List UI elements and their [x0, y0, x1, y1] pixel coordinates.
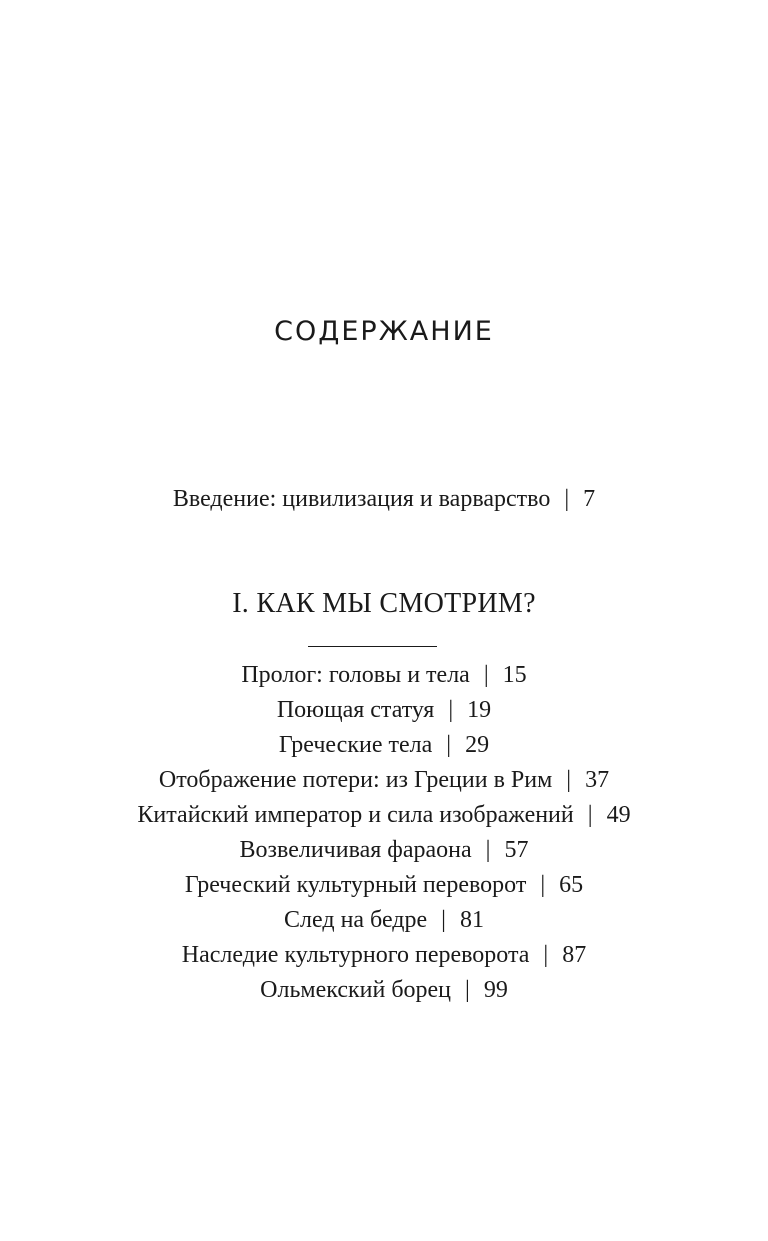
toc-entry-title: Введение: цивилизация и варварство [172, 486, 551, 512]
toc-entry [0, 658, 768, 693]
toc-entry-page: 37 [585, 767, 610, 793]
toc-entry-page: 19 [467, 697, 492, 723]
toc-separator: | [587, 802, 593, 828]
toc-separator: | [543, 942, 549, 968]
toc-entry [0, 973, 768, 1008]
toc-entry-title: Греческий культурный переворот [184, 872, 527, 898]
toc-entry [0, 763, 768, 798]
toc-entry-page: 87 [562, 942, 587, 968]
toc-entry-title: Поющая статуя [276, 697, 435, 723]
toc-entry [0, 938, 768, 973]
toc-entry-page: 65 [559, 872, 584, 898]
toc-separator: | [465, 977, 470, 1003]
toc-entry-title: Греческие тела [278, 732, 433, 758]
part-title: I. КАК МЫ СМОТРИМ? [232, 588, 536, 619]
toc-entry-page: 7 [583, 486, 596, 512]
chapter-list [0, 658, 768, 1008]
contents-heading: СОДЕРЖАНИЕ [274, 316, 494, 347]
toc-entry-title: Возвеличивая фараона [239, 837, 472, 863]
toc-entry-intro [0, 482, 768, 517]
toc-entry [0, 833, 768, 868]
toc-separator: | [566, 767, 572, 793]
toc-separator: | [483, 662, 489, 688]
toc-entry-page: 57 [504, 837, 529, 863]
toc-entry-title: Наследие культурного переворота [181, 942, 530, 968]
toc-entry-title: Отображение потери: из Греции в Рим [158, 767, 553, 793]
toc-entry-title: Ольмекский борец [260, 977, 452, 1003]
toc-entry [0, 868, 768, 903]
toc-separator: | [448, 697, 454, 723]
toc-entry-page: 29 [465, 732, 490, 758]
toc-separator: | [540, 872, 546, 898]
toc-entry [0, 798, 768, 833]
toc-entry-title: Китайский император и сила изображений [137, 802, 574, 828]
toc-entry-page: 15 [502, 662, 527, 688]
toc-separator: | [564, 486, 570, 512]
part-divider [308, 646, 437, 647]
toc-separator: | [446, 732, 452, 758]
toc-separator: | [485, 837, 491, 863]
toc-entry-page: 81 [459, 907, 484, 933]
toc-entry [0, 693, 768, 728]
toc-entry-title: Пролог: головы и тела [241, 662, 470, 688]
toc-entry [0, 728, 768, 763]
toc-entry [0, 903, 768, 938]
toc-entry-page: 99 [483, 977, 508, 1003]
toc-separator: | [441, 907, 446, 933]
toc-entry-page: 49 [606, 802, 631, 828]
toc-entry-title: След на бедре [284, 907, 428, 933]
